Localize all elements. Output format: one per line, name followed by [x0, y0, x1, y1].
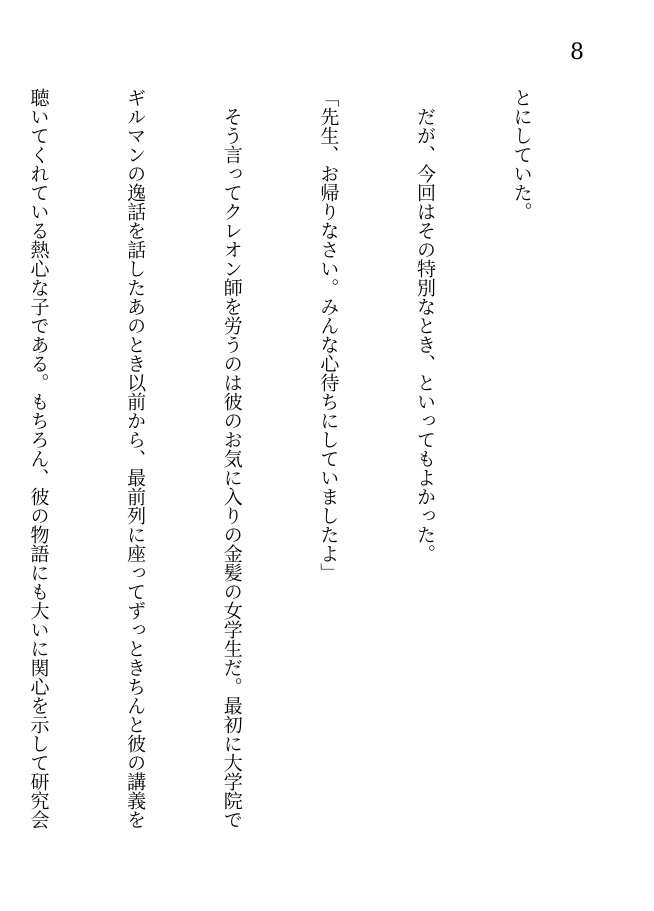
- text-line: ギルマンの逸話を話したあのとき以前から、最前列に座ってずっときちんと彼の講義を: [124, 88, 147, 829]
- text-line: 「先生、お帰りなさい。みんな心待ちにしていましたよ」: [317, 88, 340, 582]
- text-line: とにしていた。: [510, 88, 533, 221]
- vertical-text-block: [0, 88, 602, 868]
- text-line: そう言ってクレオン師を労うのは彼のお気に入りの金髪の女学生だ。最初に大学院で: [220, 88, 243, 829]
- page-number: 8: [570, 40, 584, 65]
- text-line: 聴いてくれている熱心な子である。もちろん、彼の物語にも大いに関心を示して研究会: [27, 88, 50, 829]
- text-line: だが、今回はその特別なとき、といってもよかった。: [413, 88, 436, 563]
